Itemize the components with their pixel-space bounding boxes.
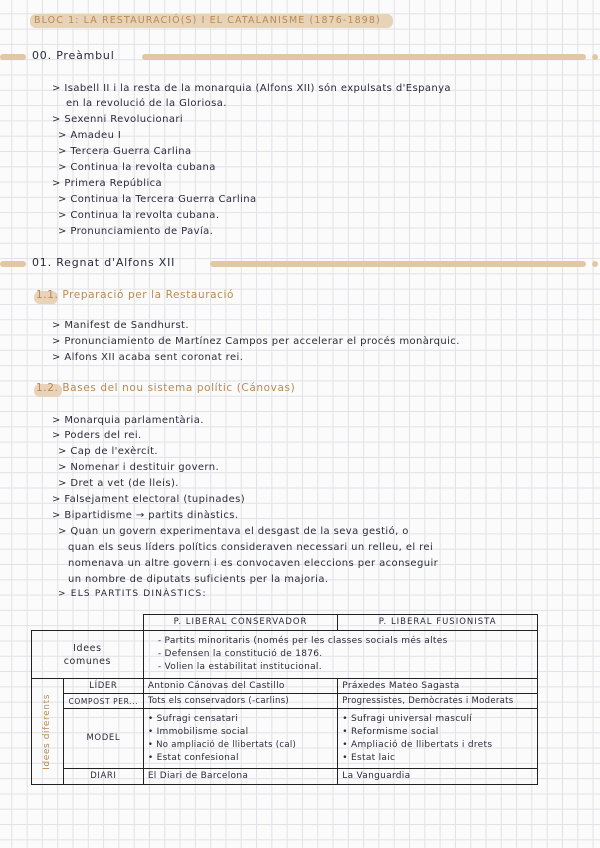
section-bar-right [142, 54, 586, 60]
lider-label: LÍDER [63, 679, 143, 694]
preambul-line: > Continua la revolta cubana [58, 162, 216, 173]
s2-line: quan els seus líders polítics consideraven necessari un relleu, el rei [68, 542, 434, 553]
s2-line: un nombre de diputats suficients per la majoria. [68, 574, 329, 585]
table-header-row [32, 615, 538, 631]
s2-line: > Dret a vet (de lleis). [58, 478, 179, 489]
model-conservador [143, 709, 337, 769]
s2-line: nomenava un altre govern i es convocaven eleccions per aconseguir [68, 558, 439, 569]
preambul-line: > Isabell II i la resta de la monarquia (Alfons XII) són expulsats d'Espanya [52, 83, 451, 94]
model-fusionista [338, 709, 538, 769]
regnat-heading: 01. Regnat d'Alfons XII [32, 256, 176, 269]
s1-line: > Pronunciamiento de Martínez Campos per accelerar el procés monàrquic. [52, 336, 460, 347]
lider-conservador: Antonio Cánovas del Castillo [143, 679, 337, 694]
idees-diferents-label: Idees diferents [32, 679, 64, 785]
list-item: • Ampliació de llibertats i drets [342, 739, 493, 750]
table-row [32, 694, 538, 709]
idees-comunes-cell [143, 631, 537, 679]
list-item: - Defensen la constitució de 1876. [157, 649, 323, 659]
section-bar-dot [592, 54, 598, 60]
preambul-line: > Continua la Tercera Guerra Carlina [58, 194, 257, 205]
s2-line: > Falsejament electoral (tupinades) [52, 494, 246, 505]
section-bar-left [0, 54, 26, 60]
s2-line: > Monarquia parlamentària. [52, 415, 204, 426]
s2-line: > Cap de l'exèrcit. [58, 446, 159, 457]
list-item: - Partits minoritaris (només per les classes socials més altes [157, 636, 448, 646]
table-row [32, 709, 538, 769]
list-item: • Reformisme social [342, 726, 439, 737]
table-row [32, 679, 538, 694]
list-item: • Estat laic [342, 752, 396, 763]
page-title: BLOC 1: LA RESTAURACIÓ(S) I EL CATALANISME (1876-1898) [34, 15, 381, 26]
s1-line: > Alfons XII acaba sent coronat rei. [52, 352, 244, 363]
list-item: • No ampliació de llibertats (cal) [147, 739, 297, 750]
s2-line: > Bipartidisme → partits dinàstics. [52, 510, 239, 521]
partits-table [31, 614, 538, 785]
subsection-1-1-heading: 1.1. Preparació per la Restauració [36, 289, 235, 301]
compost-label: COMPOST PER... [63, 694, 143, 709]
s2-line: > Nomenar i destituir govern. [58, 462, 220, 473]
model-label: MODEL [63, 709, 143, 769]
s2-line: > Poders del rei. [52, 430, 142, 441]
col-header-conservador: P. LIBERAL CONSERVADOR [143, 615, 337, 631]
preambul-line: > Pronunciamiento de Pavía. [58, 226, 214, 237]
s1-line: > Manifest de Sandhurst. [52, 320, 189, 331]
diari-fusionista: La Vanguardia [338, 769, 538, 785]
idees-comunes-label: Idees comunes [32, 631, 144, 679]
section-bar-dot [592, 261, 598, 267]
col-header-fusionista: P. LIBERAL FUSIONISTA [338, 615, 538, 631]
section-bar-right [210, 261, 586, 267]
preambul-line: > Tercera Guerra Carlina [58, 146, 192, 157]
preambul-line: en la revolució de la Gloriosa. [66, 98, 227, 109]
list-item: • Immobilisme social [147, 726, 249, 737]
preambul-line: > Primera República [52, 178, 163, 189]
compost-fusionista: Progressistes, Demòcrates i Moderats [338, 694, 538, 709]
table-row [32, 631, 538, 679]
section-bar-left [0, 261, 26, 267]
list-item: - Volien la estabilitat institucional. [157, 662, 322, 672]
lider-fusionista: Práxedes Mateo Sagasta [338, 679, 538, 694]
preambul-line: > Sexenni Revolucionari [52, 114, 184, 125]
s2-line: > ELS PARTITS DINÀSTICS: [58, 589, 207, 599]
list-item: • Sufragi universal masculí [342, 713, 473, 724]
preambul-heading: 00. Preàmbul [32, 49, 115, 62]
table-row [32, 769, 538, 785]
preambul-line: > Amadeu I [58, 130, 122, 141]
compost-conservador: Tots els conservadors (-carlins) [143, 694, 337, 709]
preambul-line: > Continua la revolta cubana. [58, 210, 220, 221]
table-empty-corner [32, 615, 144, 631]
diari-conservador: El Diari de Barcelona [143, 769, 337, 785]
list-item: • Sufragi censatari [147, 713, 239, 724]
diari-label: DIARI [63, 769, 143, 785]
list-item: • Estat confesional [147, 752, 239, 763]
s2-line: > Quan un govern experimentava el desgast de la seva gestió, o [58, 526, 409, 537]
subsection-1-2-heading: 1.2. Bases del nou sistema polític (Cánovas) [36, 382, 296, 394]
